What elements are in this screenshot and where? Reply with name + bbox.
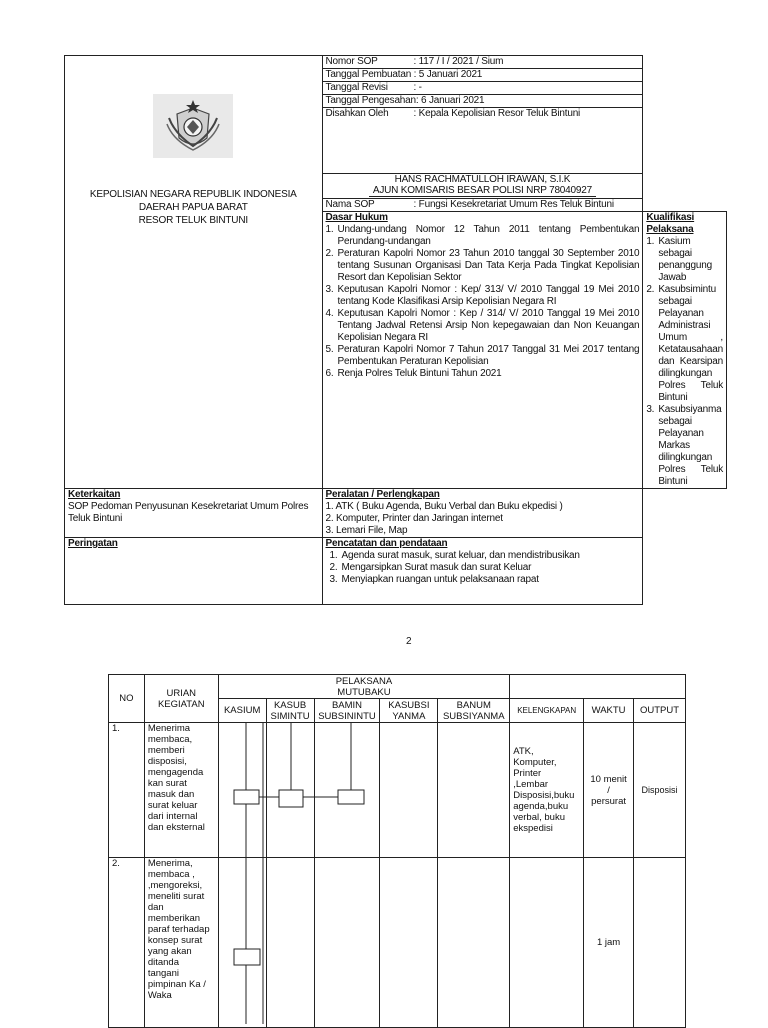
row-2-kelengkapan — [510, 858, 584, 1028]
signer-name: HANS RACHMATULLOH IRAWAN, S.I.K — [394, 174, 571, 185]
signer-rank: AJUN KOMISARIS BESAR POLISI NRP 78040927 — [369, 185, 596, 197]
pencatatan-item-number: 2. — [329, 562, 338, 573]
kualifikasi-item — [646, 404, 723, 488]
kelengkapan-line: verbal, buku — [513, 812, 565, 823]
dasar-hukum-item-text: Renja Polres Teluk Bintuni Tahun 2021 — [337, 368, 502, 379]
pencatatan-title: Pencatatan dan pendataan — [325, 538, 448, 549]
pencatatan-item-number: 3. — [329, 574, 338, 585]
dasar-hukum-item-number: 6. — [325, 368, 334, 379]
tanggal-revisi-value: : - — [413, 82, 422, 93]
col-header-mutu-blank — [510, 675, 686, 699]
kualifikasi-list — [646, 236, 723, 488]
kelengkapan-line: agenda,buku — [513, 801, 569, 812]
pencatatan-item-text: Mengarsipkan Surat masuk dan surat Keluar — [341, 562, 532, 573]
uraian-line: kan surat — [147, 778, 187, 789]
col-header-output: OUTPUT — [634, 699, 686, 723]
dasar-hukum-item-number: 1. — [325, 224, 334, 235]
table-row — [109, 858, 686, 1028]
uraian-line: meneliti surat — [147, 891, 205, 902]
row-1-output: Disposisi — [634, 723, 686, 858]
row-2-no: 2. — [109, 858, 145, 1028]
uraian-line: surat keluar — [147, 800, 198, 811]
row-1-lane-kasium — [218, 723, 266, 858]
peralatan-title: Peralatan / Perlengkapan — [325, 489, 440, 500]
waktu-line: persurat — [591, 795, 626, 807]
kualifikasi-title: Kualifikasi Pelaksana — [646, 212, 695, 235]
uraian-line: mengagenda — [147, 767, 204, 778]
row-2-lane-kasium — [218, 858, 266, 1028]
uraian-line: ditanda — [147, 957, 179, 968]
waktu-line: 1 jam — [596, 937, 621, 948]
kualifikasi-item — [646, 236, 723, 284]
peringatan-cell — [65, 538, 323, 605]
sop-header-table — [64, 55, 727, 605]
kualifikasi-item-number: 3. — [646, 404, 655, 415]
peralatan-item-1: 1. ATK ( Buku Agenda, Buku Verbal dan Buku ekpedisi ) — [325, 501, 563, 512]
uraian-line: pimpinan Ka / — [147, 979, 206, 990]
identity-cell — [65, 56, 323, 489]
col-header-kelengkapan: KELENGKAPAN — [510, 699, 584, 723]
role-banum-subsiyanma: BANUM SUBSIYANMA — [438, 699, 510, 723]
keterkaitan-cell — [65, 489, 323, 538]
dasar-hukum-item-text: Undang-undang Nomor 12 Tahun 2011 tentang Pembentukan Perundang-undangan — [337, 224, 640, 247]
dasar-hukum-item — [326, 344, 640, 368]
kelengkapan-line: Komputer, — [513, 757, 557, 768]
dasar-hukum-item — [326, 308, 640, 344]
uraian-line: dari internal — [147, 811, 198, 822]
kualifikasi-item-text: Kasium sebagai penanggung Jawab — [658, 236, 712, 283]
pencatatan-cell — [322, 538, 643, 605]
disahkan-oleh-value: : Kepala Kepolisian Resor Teluk Bintuni — [413, 108, 581, 119]
signer-block — [322, 174, 643, 199]
nomor-sop-label: Nomor SOP — [325, 56, 378, 67]
row-2-output — [634, 858, 686, 1028]
col-header-pelaksana — [218, 675, 510, 699]
row-1-no: 1. — [109, 723, 145, 858]
tanggal-pengesahan-row — [322, 95, 643, 108]
nama-sop-row — [322, 199, 643, 212]
role-bamin-subsinintu: BAMIN SUBSININTU — [314, 699, 380, 723]
uraian-line: memberi — [147, 745, 185, 756]
row-2-lane-kasubsiyanma — [380, 858, 438, 1028]
role-kasub-simintu: KASUB SIMINTU — [266, 699, 314, 723]
peralatan-item-2: 2. Komputer, Printer dan Jaringan internet — [325, 513, 503, 524]
dasar-hukum-item — [326, 284, 640, 308]
waktu-line: 10 menit — [590, 773, 627, 785]
col-header-uraian-1: URIAN — [166, 687, 197, 699]
uraian-line: dan — [147, 902, 164, 913]
page-number: 2 — [406, 636, 412, 647]
row-1-lane-kasubsiyanma — [380, 723, 438, 858]
pencatatan-item — [330, 550, 640, 562]
row-2-lane-kasubsimintu — [266, 858, 314, 1028]
row-2-lane-bamin — [314, 858, 380, 1028]
row-1-lane-banum — [438, 723, 510, 858]
uraian-line: Menerima — [147, 723, 191, 734]
disahkan-oleh-row — [322, 108, 643, 174]
police-emblem-logo — [153, 94, 233, 158]
pencatatan-list — [326, 550, 640, 586]
tanggal-revisi-label: Tanggal Revisi — [325, 82, 388, 93]
role-kasubsi-yanma: KASUBSI YANMA — [380, 699, 438, 723]
dasar-hukum-item — [326, 368, 640, 380]
uraian-line: Waka — [147, 990, 172, 1001]
uraian-line: Menerima, — [147, 858, 193, 869]
dasar-hukum-cell — [322, 212, 643, 489]
dasar-hukum-item-number: 3. — [325, 284, 334, 295]
keterkaitan-text-1: SOP Pedoman Penyusunan Kesekretariat Umum Polres — [68, 501, 309, 512]
peringatan-title: Peringatan — [68, 538, 118, 549]
dasar-hukum-title: Dasar Hukum — [325, 212, 388, 223]
row-1-uraian — [144, 723, 218, 858]
kualifikasi-item-number: 2. — [646, 284, 655, 295]
row-1-kelengkapan — [510, 723, 584, 858]
org-name-line-1: KEPOLISIAN NEGARA REPUBLIK INDONESIA — [89, 189, 297, 200]
pencatatan-item-text: Agenda surat masuk, surat keluar, dan mendistribusikan — [341, 550, 580, 561]
uraian-line: paraf terhadap — [147, 924, 210, 935]
col-header-waktu: WAKTU — [584, 699, 634, 723]
col-header-no: NO — [109, 675, 145, 723]
uraian-line: masuk dan — [147, 789, 195, 800]
dasar-hukum-item-number: 2. — [325, 248, 334, 259]
waktu-line: / — [607, 784, 610, 796]
dasar-hukum-item — [326, 248, 640, 284]
pencatatan-item — [330, 562, 640, 574]
row-1-lane-kasubsimintu — [266, 723, 314, 858]
nomor-sop-value: : 117 / I / 2021 / Sium — [413, 56, 504, 67]
uraian-line: memberikan — [147, 913, 201, 924]
role-kasium: KASIUM — [218, 699, 266, 723]
uraian-line: disposisi, — [147, 756, 187, 767]
kelengkapan-line: Disposisi,buku — [513, 790, 575, 801]
table-row — [109, 723, 686, 858]
kualifikasi-item-number: 1. — [646, 236, 655, 247]
org-name-line-3: RESOR TELUK BINTUNI — [138, 215, 248, 226]
dasar-hukum-item — [326, 224, 640, 248]
disahkan-oleh-label: Disahkan Oleh — [325, 108, 389, 119]
uraian-line: dan eksternal — [147, 822, 205, 833]
uraian-line: tangani — [147, 968, 179, 979]
dasar-hukum-list — [326, 224, 640, 380]
kelengkapan-line: ATK, — [513, 746, 534, 757]
kualifikasi-item — [646, 284, 723, 404]
uraian-line: yang akan — [147, 946, 192, 957]
uraian-line: ,mengoreksi, — [147, 880, 203, 891]
uraian-line: membaca , — [147, 869, 195, 880]
dasar-hukum-item-text: Keputusan Kapolri Nomor : Kep/ 313/ V/ 2010 Tanggal 19 Mei 2010 tentang Kode Klasifikasi Arsip Kepolisian Negara RI — [337, 284, 640, 307]
kelengkapan-line: Printer — [513, 768, 542, 779]
pencatatan-item-text: Menyiapkan ruangan untuk pelaksanaan rapat — [341, 574, 539, 585]
flowchart-table — [108, 674, 686, 1028]
keterkaitan-title: Keterkaitan — [68, 489, 121, 500]
tanggal-revisi-row — [322, 82, 643, 95]
kualifikasi-cell — [643, 212, 727, 489]
row-2-uraian — [144, 858, 218, 1028]
pelaksana-line-2: MUTUBAKU — [337, 686, 391, 698]
uraian-line: konsep surat — [147, 935, 203, 946]
kelengkapan-line: ,Lembar — [513, 779, 549, 790]
kelengkapan-line: ekspedisi — [513, 823, 553, 834]
nomor-sop-row — [322, 56, 643, 69]
dasar-hukum-item-text: Peraturan Kapolri Nomor 23 Tahun 2010 tanggal 30 September 2010 tentang Susunan Organisasi Dan Tata Kerja Pada Tingkat Kepolisian Resort dan Kepolisian Sektor — [337, 248, 640, 283]
pencatatan-item — [330, 574, 640, 586]
pencatatan-item-number: 1. — [329, 550, 338, 561]
tanggal-pembuatan: Tanggal Pembuatan : 5 Januari 2021 — [325, 69, 483, 80]
tanggal-pengesahan: Tanggal Pengesahan: 6 Januari 2021 — [325, 95, 485, 106]
kualifikasi-item-text: Kasubsiyanma sebagai Pelayanan Markas dilingkungan Polres Teluk Bintuni — [658, 404, 723, 487]
dasar-hukum-item-text: Keputusan Kapolri Nomor : Kep / 314/ V/ 2010 Tanggal 19 Mei 2010 Tentang Jadwal Retensi Arsip Non kepegawaian dan Non Keuangan Kepolisian Negara RI — [337, 308, 640, 343]
row-2-waktu — [584, 858, 634, 1028]
pelaksana-line-1: PELAKSANA — [335, 675, 393, 687]
keterkaitan-text-2: Teluk Bintuni — [68, 513, 123, 524]
nama-sop-value: : Fungsi Kesekretariat Umum Res Teluk Bintuni — [413, 199, 614, 210]
org-name-line-2: DAERAH PAPUA BARAT — [138, 202, 248, 213]
dasar-hukum-item-number: 4. — [325, 308, 334, 319]
col-header-uraian — [144, 675, 218, 723]
peralatan-cell — [322, 489, 643, 538]
row-2-lane-banum — [438, 858, 510, 1028]
col-header-uraian-2: KEGIATAN — [157, 698, 205, 710]
dasar-hukum-item-text: Peraturan Kapolri Nomor 7 Tahun 2017 Tanggal 31 Mei 2017 tentang Pembentukan Peraturan Kepolisian — [337, 344, 640, 367]
tanggal-pembuatan-row — [322, 69, 643, 82]
peralatan-item-3: 3. Lemari File, Map — [325, 525, 408, 536]
uraian-line: membaca, — [147, 734, 193, 745]
kualifikasi-item-text: Kasubsimintu sebagai Pelayanan Administrasi Umum , Ketatausahaan dan Kearsipan dilingkungan Polres Teluk Bintuni — [658, 284, 723, 403]
row-1-waktu — [584, 723, 634, 858]
nama-sop-label: Nama SOP — [325, 199, 375, 210]
row-1-lane-bamin — [314, 723, 380, 858]
dasar-hukum-item-number: 5. — [325, 344, 334, 355]
